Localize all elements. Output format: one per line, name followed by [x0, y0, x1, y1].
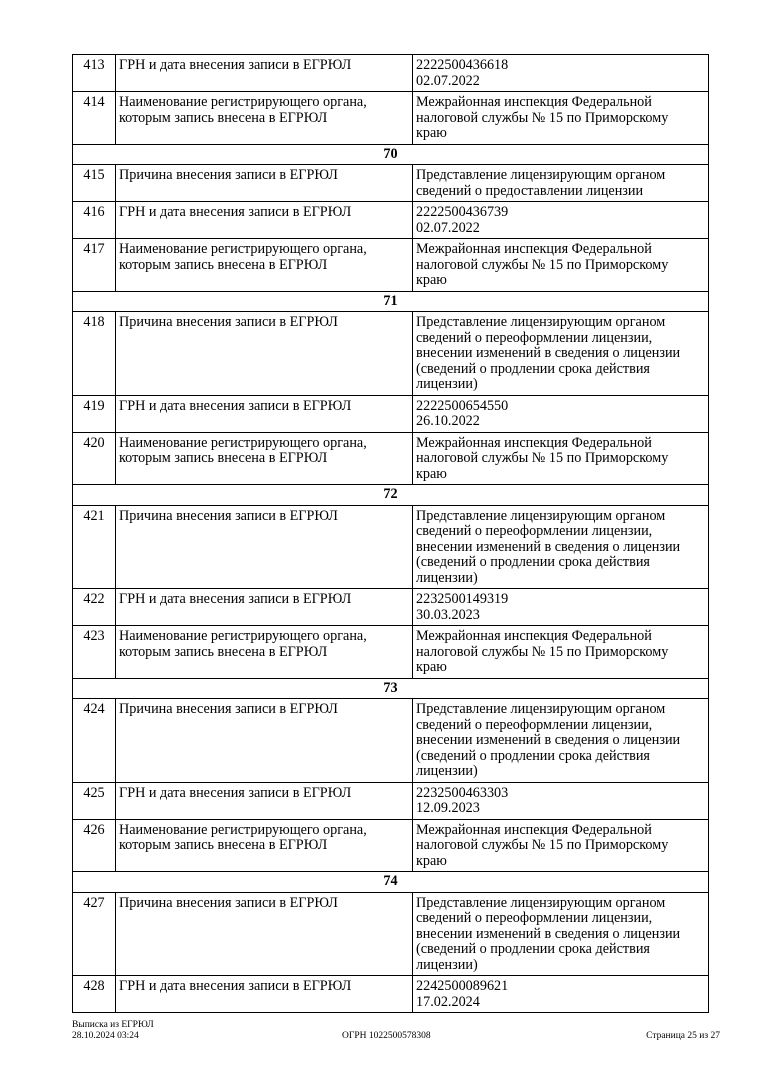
field-label: ГРН и дата внесения записи в ЕГРЮЛ: [119, 204, 352, 220]
table-row: [73, 432, 709, 485]
section-header-row: [73, 291, 709, 312]
field-value-cell: [413, 505, 709, 589]
field-value: 2242500089621 17.02.2024: [416, 978, 509, 1010]
row-number: 413: [73, 55, 116, 92]
field-label: Наименование регистрирующего органа, которым запись внесена в ЕГРЮЛ: [119, 821, 367, 853]
table-row: [73, 589, 709, 626]
field-label-cell: [116, 819, 413, 872]
row-number: 426: [73, 819, 116, 872]
field-label-cell: [116, 239, 413, 292]
field-value: Межрайонная инспекция Федеральной налоговой службы № 15 по Приморскому краю: [416, 628, 669, 675]
field-value-cell: [413, 782, 709, 819]
field-value-cell: [413, 239, 709, 292]
field-label: ГРН и дата внесения записи в ЕГРЮЛ: [119, 57, 352, 73]
section-number: 71: [73, 291, 709, 312]
field-value: 2222500654550 26.10.2022: [416, 397, 509, 429]
field-label-cell: [116, 55, 413, 92]
field-label-cell: [116, 505, 413, 589]
row-number: 423: [73, 626, 116, 679]
field-label: Наименование регистрирующего органа, которым запись внесена в ЕГРЮЛ: [119, 434, 367, 466]
field-value: Межрайонная инспекция Федеральной налоговой службы № 15 по Приморскому краю: [416, 94, 669, 141]
section-header-row: [73, 144, 709, 165]
section-header-row: [73, 485, 709, 506]
row-number: 425: [73, 782, 116, 819]
field-value-cell: [413, 976, 709, 1013]
field-label-cell: [116, 92, 413, 145]
row-number: 415: [73, 165, 116, 202]
field-value-cell: [413, 165, 709, 202]
section-number: 72: [73, 485, 709, 506]
field-label: ГРН и дата внесения записи в ЕГРЮЛ: [119, 978, 352, 994]
table-row: [73, 55, 709, 92]
field-value-cell: [413, 626, 709, 679]
table-row: [73, 395, 709, 432]
footer-page-number: Страница 25 из 27: [646, 1031, 720, 1041]
egrul-records-table: [72, 54, 709, 1013]
field-value: Представление лицензирующим органом сведений о переоформлении лицензии, внесении изменений в сведения о лицензии (сведений о продлении срока действия лицензии): [416, 507, 681, 586]
field-value: Межрайонная инспекция Федеральной налоговой службы № 15 по Приморскому краю: [416, 821, 669, 869]
field-label: ГРН и дата внесения записи в ЕГРЮЛ: [119, 397, 352, 414]
table-row: [73, 92, 709, 145]
field-value: 2222500436618 02.07.2022: [416, 57, 509, 89]
footer-ogrn: ОГРН 1022500578308: [342, 1031, 431, 1041]
table-row: [73, 819, 709, 872]
section-number: 73: [73, 678, 709, 699]
field-label-cell: [116, 395, 413, 432]
table-row: [73, 239, 709, 292]
field-label-cell: [116, 782, 413, 819]
section-header-row: [73, 678, 709, 699]
row-number: 421: [73, 505, 116, 589]
field-value-cell: [413, 312, 709, 396]
section-number: 74: [73, 872, 709, 893]
table-row: [73, 505, 709, 589]
field-value-cell: [413, 92, 709, 145]
table-row: [73, 626, 709, 679]
field-value: 2232500149319 30.03.2023: [416, 591, 509, 623]
table-row: [73, 202, 709, 239]
field-value-cell: [413, 202, 709, 239]
field-value-cell: [413, 55, 709, 92]
footer-doc-title: Выписка из ЕГРЮЛ: [72, 1020, 154, 1030]
field-value: Межрайонная инспекция Федеральной налоговой службы № 15 по Приморскому краю: [416, 241, 669, 288]
row-number: 414: [73, 92, 116, 145]
table-row: [73, 699, 709, 783]
field-label-cell: [116, 626, 413, 679]
field-label-cell: [116, 432, 413, 485]
field-label: Причина внесения записи в ЕГРЮЛ: [119, 167, 338, 183]
row-number: 424: [73, 699, 116, 783]
records-table-body: [73, 55, 709, 1013]
field-value: Представление лицензирующим органом сведений о переоформлении лицензии, внесении изменений в сведения о лицензии (сведений о продлении срока действия лицензии): [416, 701, 681, 779]
page-footer: [72, 1020, 720, 1044]
field-label: Причина внесения записи в ЕГРЮЛ: [119, 507, 338, 524]
field-label: Наименование регистрирующего органа, которым запись внесена в ЕГРЮЛ: [119, 241, 367, 273]
footer-doc-datetime: 28.10.2024 03:24: [72, 1031, 139, 1041]
field-value: 2232500463303 12.09.2023: [416, 784, 509, 816]
field-label-cell: [116, 976, 413, 1013]
table-row: [73, 165, 709, 202]
field-value: Представление лицензирующим органом сведений о переоформлении лицензии, внесении изменений в сведения о лицензии (сведений о продлении срока действия лицензии): [416, 894, 681, 973]
field-label: Причина внесения записи в ЕГРЮЛ: [119, 314, 338, 330]
field-label-cell: [116, 699, 413, 783]
field-value: Межрайонная инспекция Федеральной налоговой службы № 15 по Приморскому краю: [416, 434, 669, 482]
row-number: 428: [73, 976, 116, 1013]
section-number: 70: [73, 144, 709, 165]
row-number: 420: [73, 432, 116, 485]
section-header-row: [73, 872, 709, 893]
row-number: 427: [73, 892, 116, 976]
row-number: 419: [73, 395, 116, 432]
field-value-cell: [413, 699, 709, 783]
field-label: Наименование регистрирующего органа, которым запись внесена в ЕГРЮЛ: [119, 94, 367, 126]
field-label: Наименование регистрирующего органа, которым запись внесена в ЕГРЮЛ: [119, 628, 367, 660]
row-number: 417: [73, 239, 116, 292]
field-label-cell: [116, 312, 413, 396]
row-number: 418: [73, 312, 116, 396]
field-label: Причина внесения записи в ЕГРЮЛ: [119, 894, 338, 911]
field-label-cell: [116, 165, 413, 202]
row-number: 422: [73, 589, 116, 626]
field-label-cell: [116, 589, 413, 626]
field-value: 2222500436739 02.07.2022: [416, 204, 509, 236]
field-value: Представление лицензирующим органом сведений о переоформлении лицензии, внесении изменений в сведения о лицензии (сведений о продлении срока действия лицензии): [416, 314, 681, 392]
table-row: [73, 892, 709, 976]
table-row: [73, 976, 709, 1013]
field-label: ГРН и дата внесения записи в ЕГРЮЛ: [119, 591, 352, 607]
field-value-cell: [413, 589, 709, 626]
field-value-cell: [413, 819, 709, 872]
footer-left: [72, 1020, 154, 1042]
table-row: [73, 312, 709, 396]
table-row: [73, 782, 709, 819]
field-label-cell: [116, 892, 413, 976]
field-value: Представление лицензирующим органом сведений о предоставлении лицензии: [416, 167, 666, 199]
row-number: 416: [73, 202, 116, 239]
field-label: ГРН и дата внесения записи в ЕГРЮЛ: [119, 784, 352, 801]
field-label: Причина внесения записи в ЕГРЮЛ: [119, 701, 338, 717]
field-value-cell: [413, 432, 709, 485]
field-value-cell: [413, 892, 709, 976]
field-label-cell: [116, 202, 413, 239]
field-value-cell: [413, 395, 709, 432]
